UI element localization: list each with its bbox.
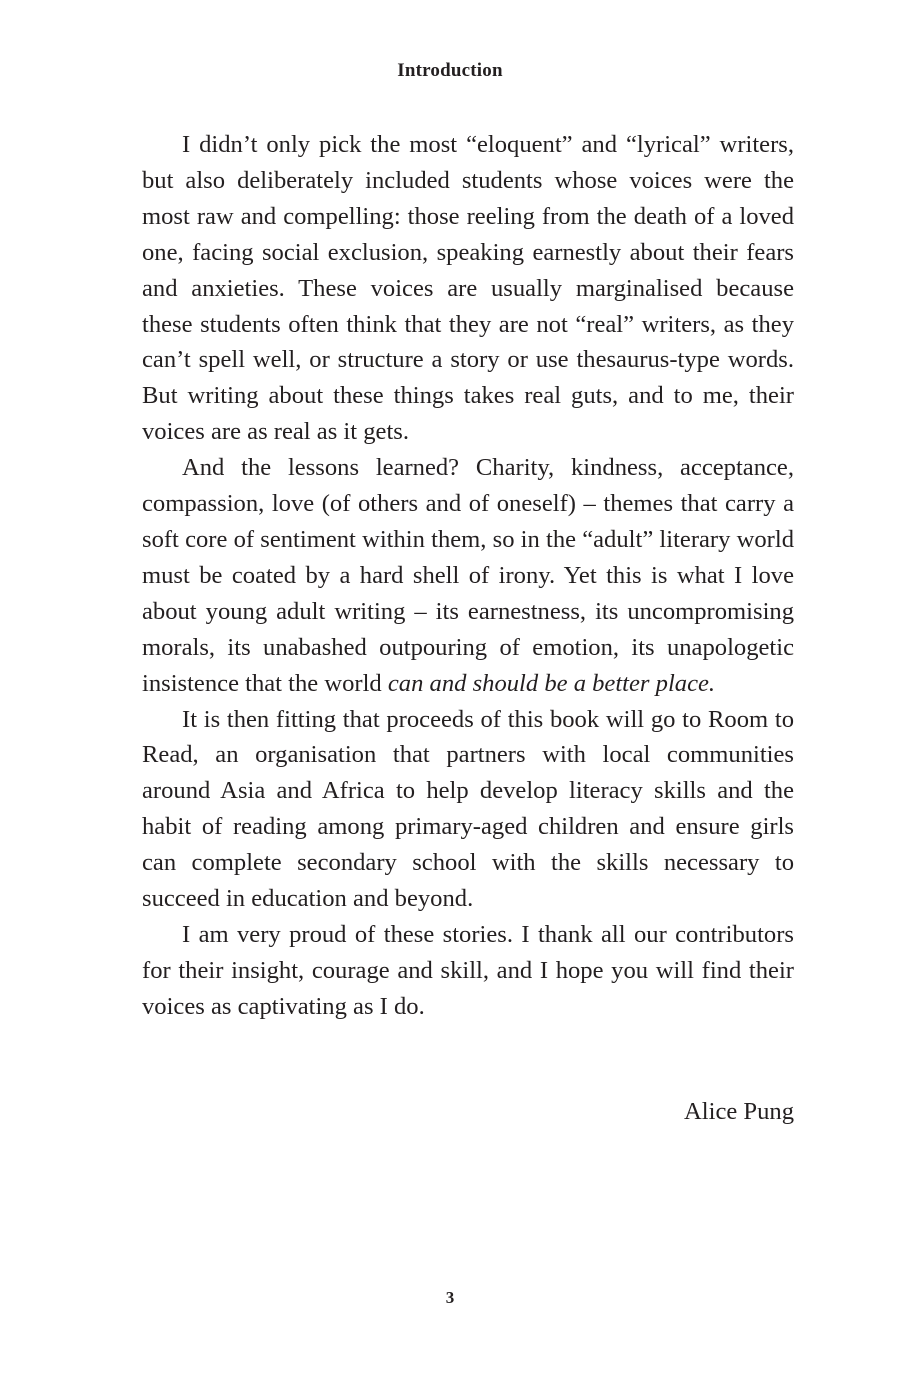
- body-text: [142, 127, 794, 1025]
- paragraph-1: I didn’t only pick the most “eloquent” and “lyrical” writers, but also deliberately included students whose voices were the most raw and compelling: those reeling from the death of a loved one, facing social exclusion, speaking earnestly about their fears and anxieties. These voices are usually marginalised because these students often think that they are not “real” writers, as they can’t spell well, or structure a story or use thesaurus-type words. But writing about these things takes real guts, and to me, their voices are as real as it gets.: [142, 131, 794, 446]
- author-signature: Alice Pung: [684, 1098, 794, 1125]
- paragraph-3: It is then fitting that proceeds of this book will go to Room to Read, an organisation that partners with local communities around Asia and Africa to help develop literacy skills and the habit of reading among primary-aged children and ensure girls can complete secondary school with the skills necessary to succeed in education and beyond.: [142, 705, 794, 913]
- paragraph-2: [142, 450, 794, 701]
- page-number: 3: [445, 1288, 455, 1307]
- running-head: Introduction: [397, 60, 503, 81]
- paragraph-2-emphasis: can and should be a better place.: [387, 669, 716, 697]
- paragraph-2-text: And the lessons learned? Charity, kindness, acceptance, compassion, love (of others and of oneself) – themes that carry a soft core of sentiment within them, so in the “adult” literary world must be coated by a hard shell of irony. Yet this is what I love about young adult writing – its earnestness, its uncompromising morals, its unabashed outpouring of emotion, its unapologetic insistence that the world: [142, 454, 794, 697]
- paragraph-4: I am very proud of these stories. I thank all our contributors for their insight, courage and skill, and I hope you will find their voices as captivating as I do.: [142, 920, 794, 1020]
